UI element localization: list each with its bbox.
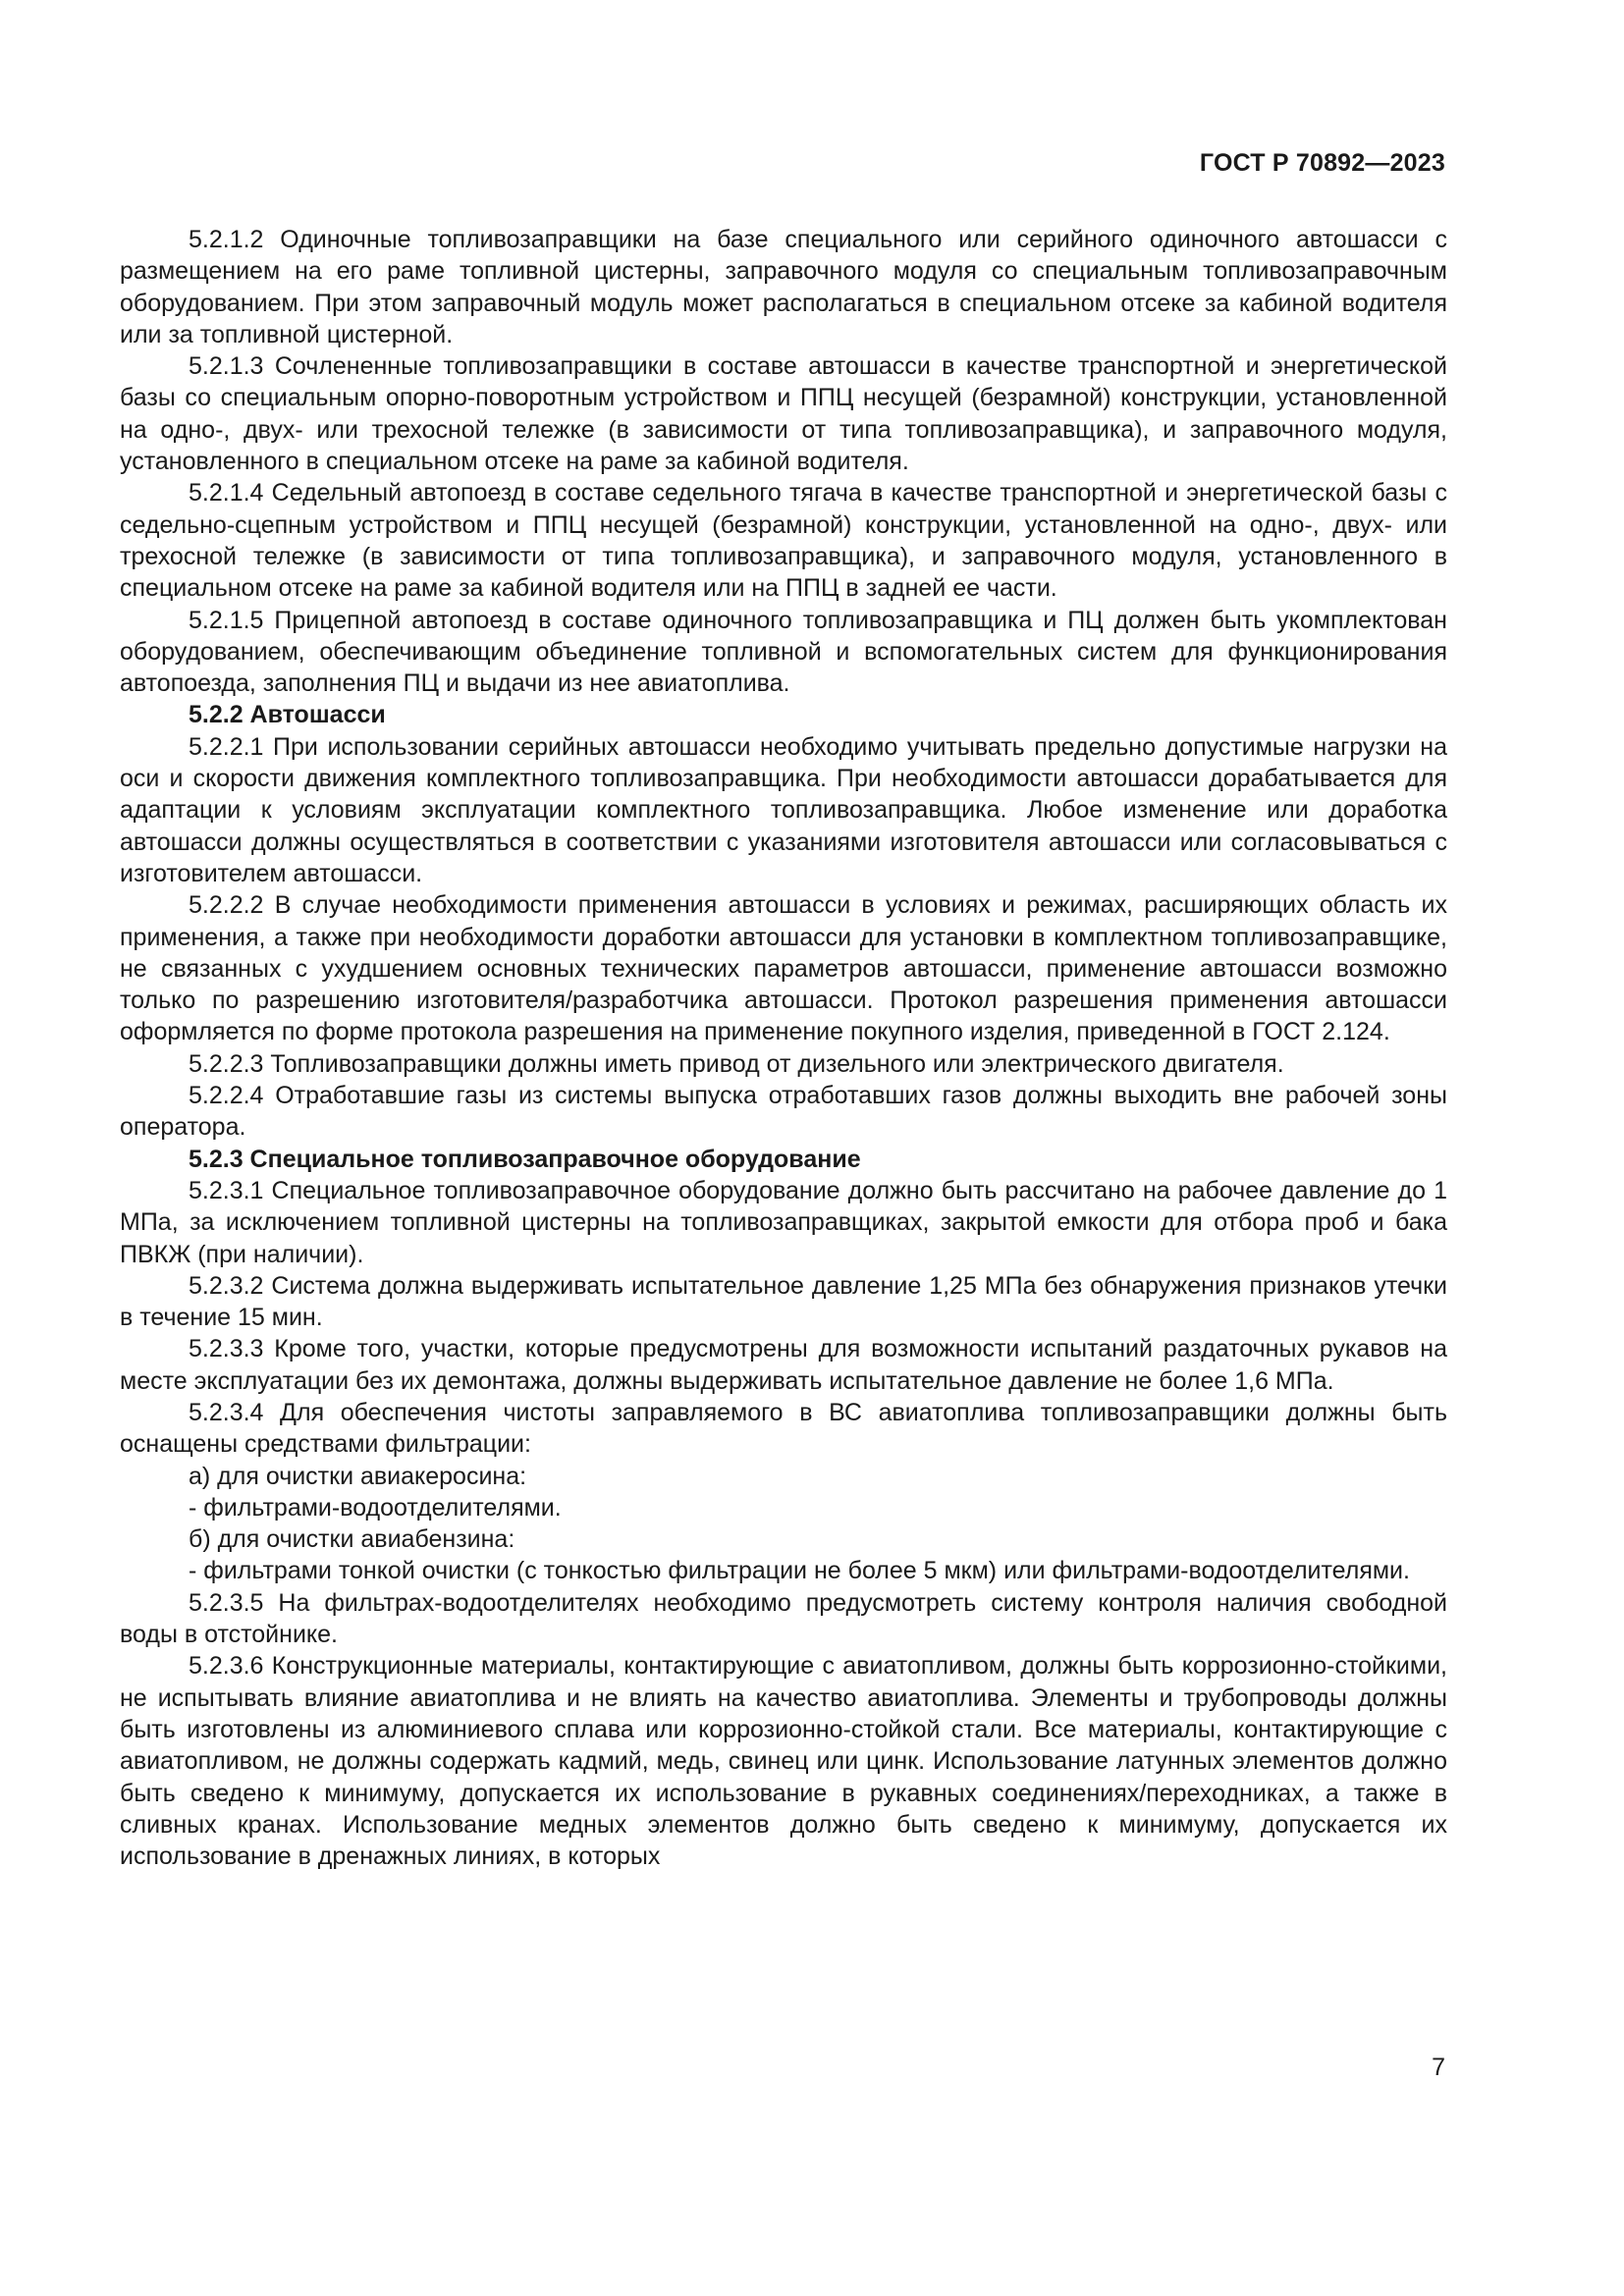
- paragraph-5-2-2-1: 5.2.2.1 При использовании серийных автошасси необходимо учитывать предельно допустимые нагрузки на оси и скорости движения комплектного топливозаправщика. При необходимости автошасси дорабатывается для адаптации к условиям эксплуатации комплектного топливозаправщика. Любое изменение или доработка автошасси должны осуществляться в соответствии с указаниями изготовителя автошасси или согласовываться с изготовителем автошасси.: [120, 732, 1447, 887]
- document-body: [120, 224, 1447, 1872]
- paragraph-5-2-1-5: 5.2.1.5 Прицепной автопоезд в составе одиночного топливозаправщика и ПЦ должен быть укомплектован оборудованием, обеспечивающим объединение топливной и вспомогательных систем для функционирования автопоезда, заполнения ПЦ и выдачи из нее авиатоплива.: [120, 606, 1447, 698]
- list-item-b-1: - фильтрами тонкой очистки (с тонкостью фильтрации не более 5 мкм) или фильтрами-водоотделителями.: [189, 1557, 1410, 1585]
- paragraph-5-2-2-3: 5.2.2.3 Топливозаправщики должны иметь привод от дизельного или электрического двигателя.: [189, 1049, 1284, 1078]
- list-item-a: а) для очистки авиакеросина:: [189, 1462, 527, 1490]
- section-heading-5-2-3: 5.2.3 Специальное топливозаправочное оборудование: [189, 1145, 861, 1173]
- paragraph-5-2-3-2: 5.2.3.2 Система должна выдерживать испытательное давление 1,25 МПа без обнаружения признаков утечки в течение 15 мин.: [120, 1271, 1447, 1332]
- paragraph-5-2-3-6: 5.2.3.6 Конструкционные материалы, контактирующие с авиатопливом, должны быть коррозионно-стойкими, не испытывать влияние авиатоплива и не влиять на качество авиатоплива. Элементы и трубопроводы должны быть изготовлены из алюминиевого сплава или коррозионно-стойкой стали. Все материалы, контактирующие с авиатопливом, не должны содержать кадмий, медь, свинец или цинк. Использование латунных элементов должно быть сведено к минимуму, допускается их использование в рукавных соединениях/переходниках, а также в сливных кранах. Использование медных элементов должно быть сведено к минимуму, допускается их использование в дренажных линиях, в которых: [120, 1652, 1447, 1871]
- paragraph-5-2-1-4: 5.2.1.4 Седельный автопоезд в составе седельного тягача в качестве транспортной и энергетической базы с седельно-сцепным устройством и ППЦ несущей (безрамной) конструкции, установленной на одно-, двух- или трехосной тележке (в зависимости от типа топливозаправщика), и заправочного модуля, установленного в специальном отсеке на раме за кабиной водителя или на ППЦ в задней ее части.: [120, 479, 1447, 603]
- section-heading-5-2-2: 5.2.2 Автошасси: [189, 701, 386, 729]
- document-standard-id: ГОСТ Р 70892—2023: [1199, 149, 1445, 177]
- paragraph-5-2-1-2: 5.2.1.2 Одиночные топливозаправщики на базе специального или серийного одиночного автошасси с размещением на его раме топливной цистерны, заправочного модуля со специальным топливозаправочным оборудованием. При этом заправочный модуль может располагаться в специальном отсеке за кабиной водителя или за топливной цистерной.: [120, 226, 1447, 348]
- paragraph-5-2-1-3: 5.2.1.3 Сочлененные топливозаправщики в составе автошасси в качестве транспортной и энергетической базы со специальным опорно-поворотным устройством и ППЦ несущей (безрамной) конструкции, установленной на одно-, двух- или трехосной тележке (в зависимости от типа топливозаправщика), и заправочного модуля, установленного в специальном отсеке на раме за кабиной водителя.: [120, 352, 1447, 476]
- list-item-b: б) для очистки авиабензина:: [189, 1525, 515, 1554]
- paragraph-5-2-3-5: 5.2.3.5 На фильтрах-водоотделителях необходимо предусмотреть систему контроля наличия свободной воды в отстойнике.: [120, 1588, 1447, 1649]
- list-item-a-1: - фильтрами-водоотделителями.: [189, 1493, 562, 1522]
- paragraph-5-2-3-3: 5.2.3.3 Кроме того, участки, которые предусмотрены для возможности испытаний раздаточных рукавов на месте эксплуатации без их демонтажа, должны выдерживать испытательное давление не более 1,6 МПа.: [120, 1335, 1447, 1395]
- paragraph-5-2-2-2: 5.2.2.2 В случае необходимости применения автошасси в условиях и режимах, расширяющих область их применения, а также при необходимости доработки автошасси для установки в комплектном топливозаправщике, не связанных с ухудшением основных технических параметров автошасси, применение автошасси возможно только по разрешению изготовителя/разработчика автошасси. Протокол разрешения применения автошасси оформляется по форме протокола разрешения на применение покупного изделия, приведенной в ГОСТ 2.124.: [120, 891, 1447, 1046]
- paragraph-5-2-3-4: 5.2.3.4 Для обеспечения чистоты заправляемого в ВС авиатоплива топливозаправщики должны быть оснащены средствами фильтрации:: [120, 1398, 1447, 1459]
- paragraph-5-2-2-4: 5.2.2.4 Отработавшие газы из системы выпуска отработавших газов должны выходить вне рабочей зоны оператора.: [120, 1082, 1447, 1142]
- paragraph-5-2-3-1: 5.2.3.1 Специальное топливозаправочное оборудование должно быть рассчитано на рабочее давление до 1 МПа, за исключением топливной цистерны на топливозаправщиках, закрытой емкости для отбора проб и бака ПВКЖ (при наличии).: [120, 1176, 1447, 1268]
- page-number: 7: [1432, 2054, 1445, 2081]
